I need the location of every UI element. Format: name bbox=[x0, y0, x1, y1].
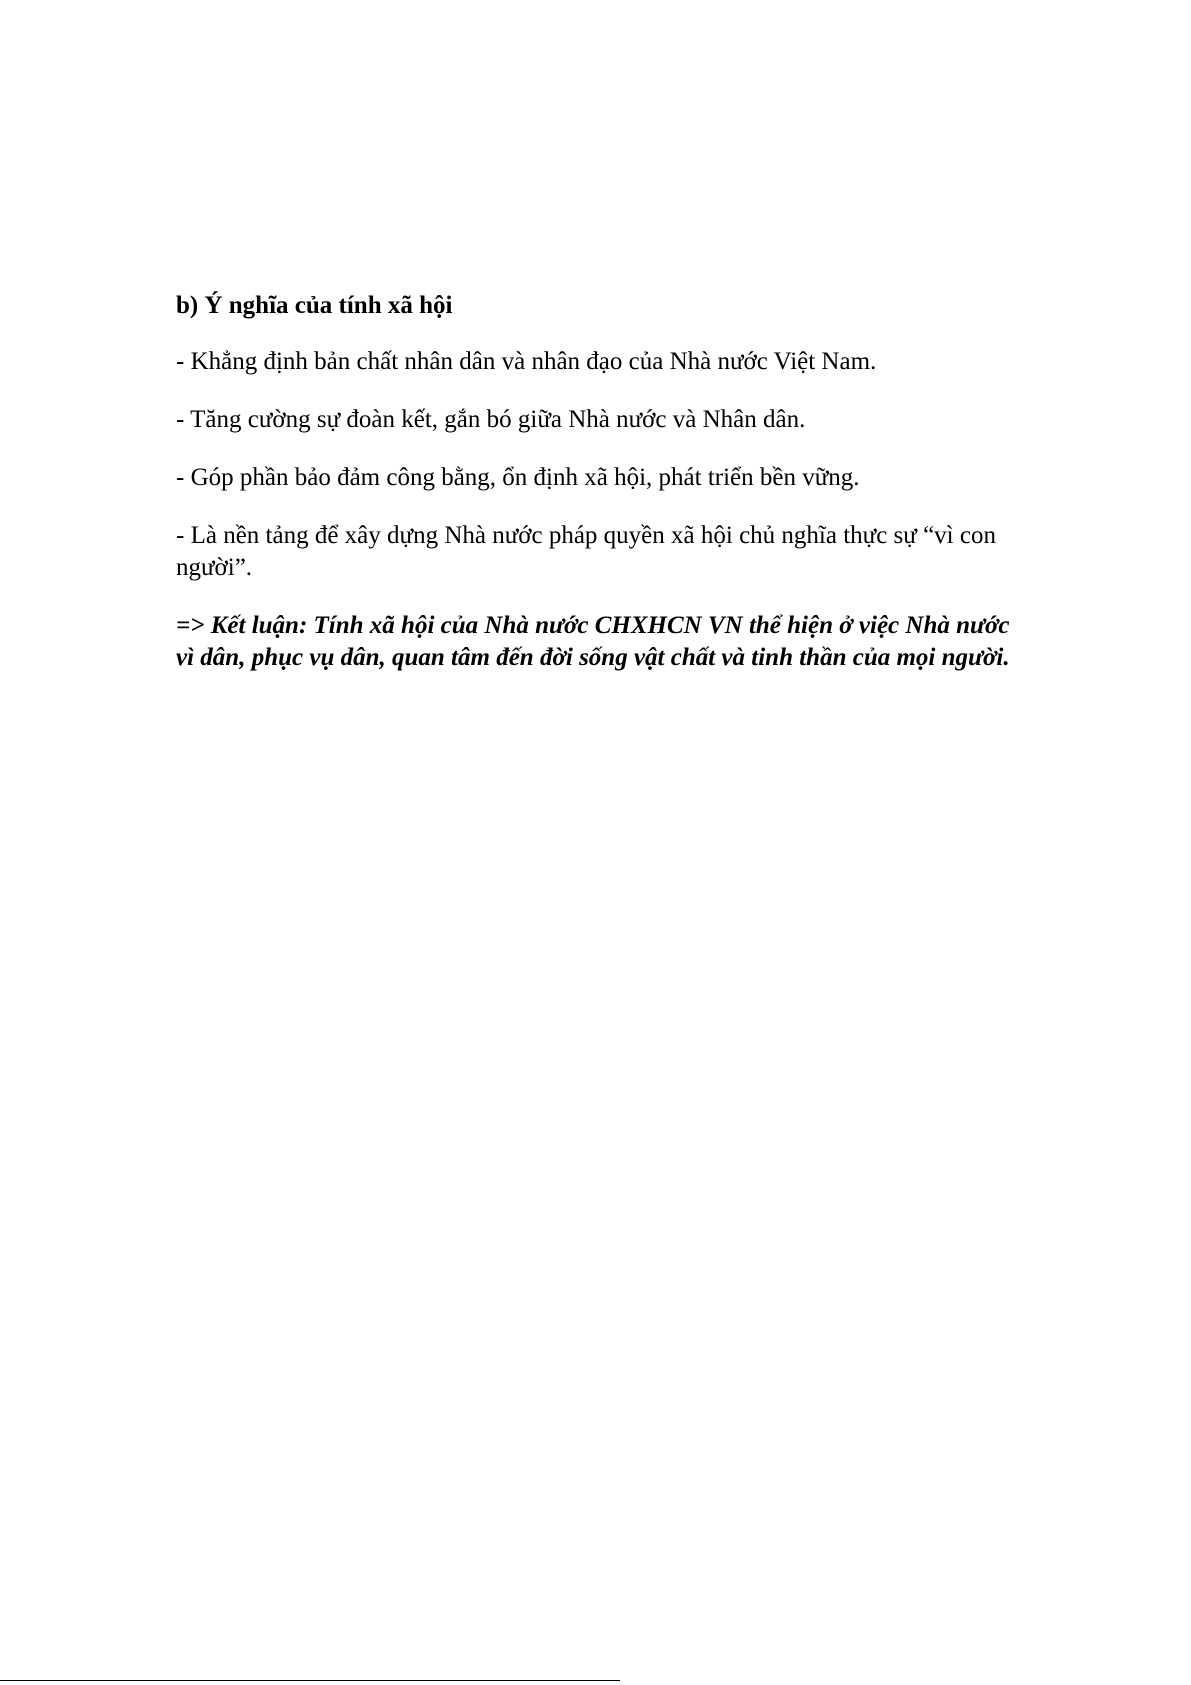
section-heading: b) Ý nghĩa của tính xã hội bbox=[176, 292, 453, 319]
bullet-item-2: - Tăng cường sự đoàn kết, gắn bó giữa Nhà nước và Nhân dân. bbox=[176, 406, 806, 433]
document-page bbox=[176, 290, 1016, 674]
footer-divider bbox=[0, 1680, 620, 1681]
bullet-item-3: - Góp phần bảo đảm công bằng, ổn định xã hội, phát triển bền vững. bbox=[176, 464, 860, 491]
bullet-item-1: - Khẳng định bản chất nhân dân và nhân đạo của Nhà nước Việt Nam. bbox=[176, 348, 877, 375]
bullet-item-4: - Là nền tảng để xây dựng Nhà nước pháp quyền xã hội chủ nghĩa thực sự “vì con người”. bbox=[176, 522, 996, 581]
conclusion-text: => Kết luận: Tính xã hội của Nhà nước CHXHCN VN thể hiện ở việc Nhà nước vì dân, phục vụ dân, quan tâm đến đời sống vật chất và tinh thần của mọi người. bbox=[176, 612, 1010, 671]
